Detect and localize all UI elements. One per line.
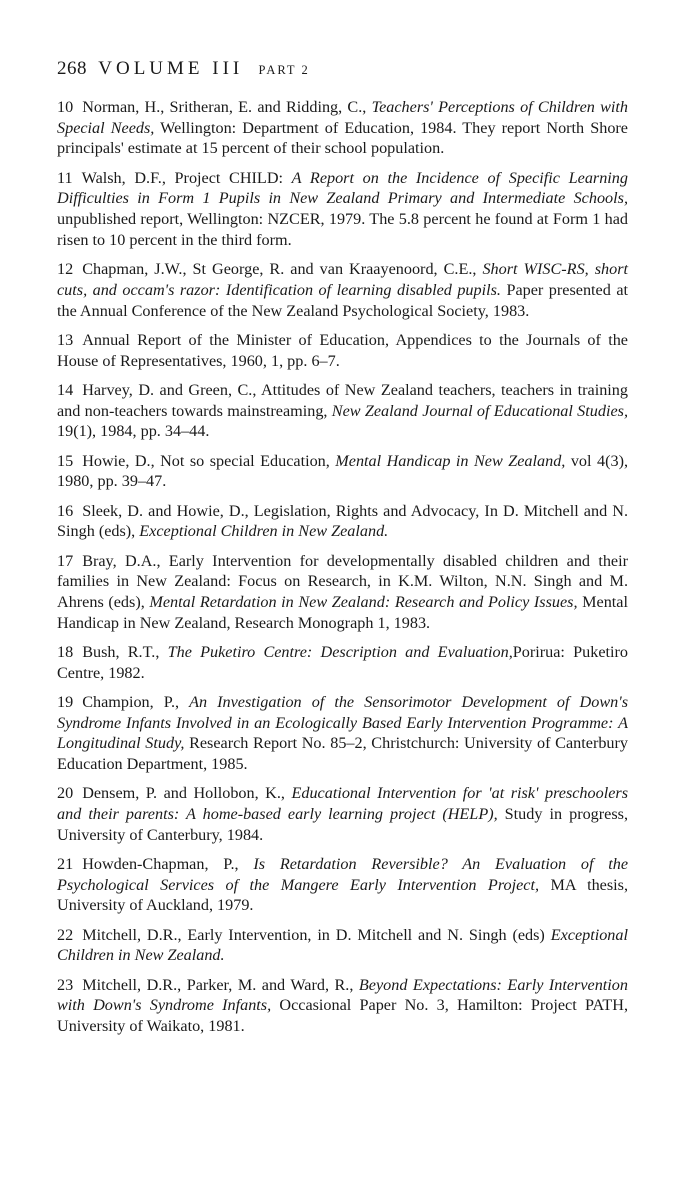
endnote-number: 20 <box>57 784 74 803</box>
endnote-text: 19(1), 1984, pp. 34–44. <box>57 422 210 441</box>
endnote-number: 12 <box>57 260 74 279</box>
endnote-number: 17 <box>57 551 74 570</box>
endnote-text: Harvey, D. and Green, C., Attitudes of New Zealand teachers, teachers in training and non-teachers towards mainstreaming, <box>57 380 628 420</box>
endnote-title: Exceptional Children in New Zealand. <box>57 925 628 965</box>
endnote <box>57 168 628 251</box>
endnote-text: vol 4(3), 1980, pp. 39–47. <box>57 451 629 491</box>
endnote-title: Beyond Expectations: Early Intervention with Down's Syndrome Infants, <box>57 975 628 1015</box>
endnote-text: Research Report No. 85–2, Christchurch: University of Canterbury Education Department, 1985. <box>57 734 629 774</box>
endnote-text: Densem, P. and Hollobon, K., <box>82 784 292 803</box>
endnote-number: 11 <box>57 168 73 187</box>
endnote-title: Mental Retardation in New Zealand: Research and Policy Issues, <box>149 592 578 611</box>
volume-label: VOLUME III <box>98 58 244 79</box>
endnote-text: Sleek, D. and Howie, D., Legislation, Rights and Advocacy, In D. Mitchell and N. Singh (eds), <box>57 501 628 541</box>
endnote-text: Mitchell, D.R., Parker, M. and Ward, R., <box>82 975 359 994</box>
endnote-text: Occasional Paper No. 3, Hamilton: Project PATH, University of Waikato, 1981. <box>57 996 628 1036</box>
running-head <box>57 58 628 80</box>
endnote <box>57 783 628 845</box>
endnote-title: Short WISC-RS, short cuts, and occam's razor: Identification of learning disabled pupils. <box>57 260 629 299</box>
endnote-text: Porirua: Puketiro Centre, 1982. <box>57 642 628 682</box>
endnote-number: 23 <box>57 975 74 994</box>
endnote <box>57 380 628 442</box>
endnote-title: The Puketiro Centre: Description and Evaluation, <box>167 642 513 661</box>
endnote-text: Bush, R.T., <box>82 642 168 661</box>
endnote <box>57 259 628 321</box>
endnote-number: 10 <box>57 98 74 116</box>
endnotes-list <box>57 97 628 1037</box>
endnote-number: 14 <box>57 380 74 399</box>
endnote-number: 18 <box>57 642 74 661</box>
endnote-text: Bray, D.A., Early Intervention for developmentally disabled children and their families in New Zealand: Focus on Research, in K.M. Wilton, N.N. Singh and M. Ahrens (eds), <box>57 551 628 611</box>
page-number: 268 <box>57 58 87 79</box>
endnote-text: Walsh, D.F., Project CHILD: <box>81 168 292 187</box>
endnote-title: Educational Intervention for 'at risk' preschoolers and their parents: A home-based early learning project (HELP), <box>57 784 628 824</box>
endnote-number: 13 <box>57 330 74 349</box>
endnote-text: Chapman, J.W., St George, R. and van Kraayenoord, C.E., <box>82 260 483 279</box>
endnote <box>57 975 628 1037</box>
endnote <box>57 97 628 159</box>
endnote-text: MA thesis, University of Auckland, 1979. <box>57 875 629 915</box>
endnote-text: Mitchell, D.R., Early Intervention, in D. Mitchell and N. Singh (eds) <box>82 925 551 944</box>
endnote-text: Howie, D., Not so special Education, <box>82 451 336 470</box>
endnote-number: 22 <box>57 925 74 944</box>
endnote-text: Mental Handicap in New Zealand, Research Monograph 1, 1983. <box>57 592 628 632</box>
endnote <box>57 551 628 634</box>
endnote <box>57 854 628 916</box>
endnote-text: unpublished report, Wellington: NZCER, 1979. The 5.8 percent he found at Form 1 had risen to 10 percent in the third form. <box>57 210 628 249</box>
endnote-number: 15 <box>57 451 74 470</box>
endnote <box>57 925 628 966</box>
endnote <box>57 692 628 775</box>
endnote-title: An Investigation of the Sensorimotor Development of Down's Syndrome Infants Involved in an Ecologically Based Early Intervention Programme: A Longitudinal Study, <box>57 692 628 753</box>
endnote <box>57 501 628 542</box>
endnote-number: 21 <box>57 855 74 874</box>
endnote <box>57 451 628 492</box>
endnote-title: Teachers' Perceptions of Children with Special Needs, <box>57 98 629 137</box>
endnote-text: Norman, H., Sritheran, E. and Ridding, C., <box>82 98 372 116</box>
endnote-text: Study in progress, University of Canterbury, 1984. <box>57 805 628 844</box>
endnote-number: 16 <box>57 501 74 520</box>
endnote <box>57 330 628 371</box>
endnote-text: Paper presented at the Annual Conference of the New Zealand Psychological Society, 1983. <box>57 280 629 320</box>
endnote-title: Mental Handicap in New Zealand, <box>335 451 566 470</box>
endnote-title: A Report on the Incidence of Specific Learning Difficulties in Form 1 Pupils in New Zealand Primary and Intermediate Schools, <box>57 168 628 208</box>
endnote-text: Wellington: Department of Education, 1984. They report North Shore principals' estimate at 15 percent of their school population. <box>57 118 628 158</box>
endnote-text: Howden-Chapman, P., <box>82 855 254 874</box>
endnote <box>57 642 628 683</box>
endnote-text: Annual Report of the Minister of Education, Appendices to the Journals of the House of Representatives, 1960, 1, pp. 6–7. <box>57 330 628 370</box>
part-label: PART 2 <box>258 63 310 77</box>
endnote-title: New Zealand Journal of Educational Studies, <box>331 401 628 420</box>
endnote-text: Champion, P., <box>82 692 190 711</box>
endnote-title: Is Retardation Reversible? An Evaluation of the Psychological Services of the Mangere Early Intervention Project, <box>57 855 629 894</box>
endnote-title: Exceptional Children in New Zealand. <box>139 522 389 541</box>
endnote-number: 19 <box>57 692 74 711</box>
